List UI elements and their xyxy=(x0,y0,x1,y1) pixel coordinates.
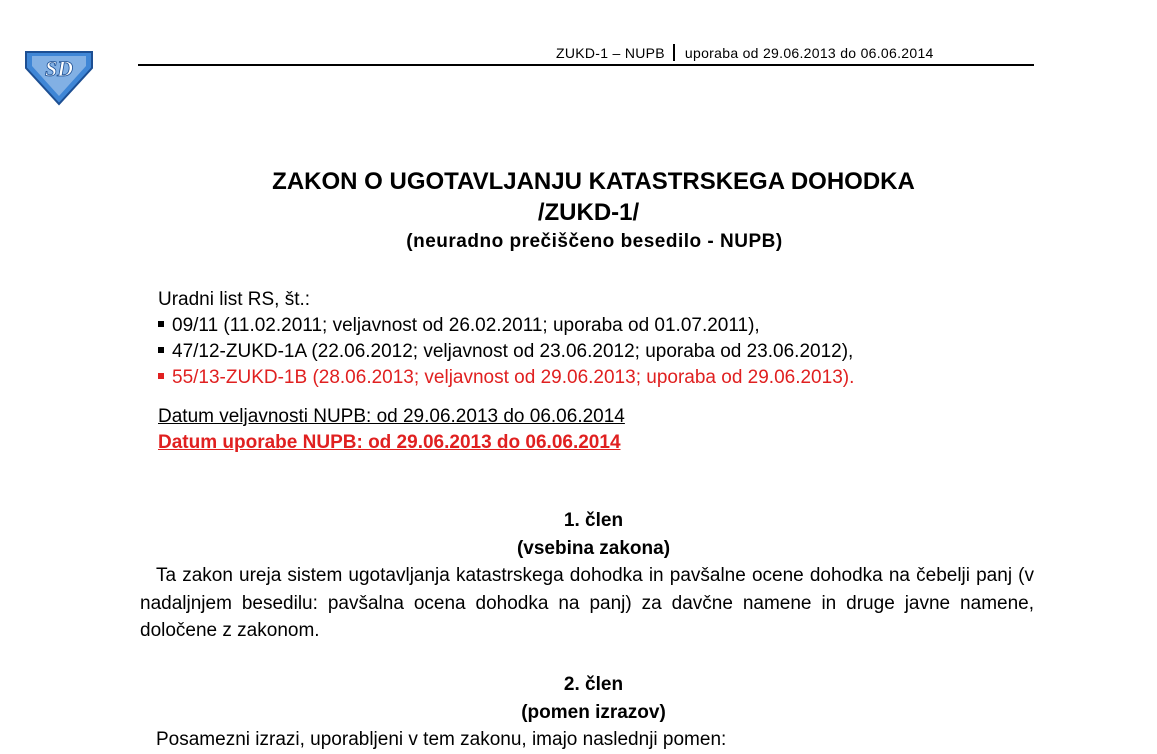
gazette-label: Uradni list RS, št.: xyxy=(158,289,311,310)
article-1-title: (vsebina zakona) xyxy=(516,538,671,559)
svg-text:SD: SD xyxy=(44,56,74,81)
sd-logo xyxy=(22,48,96,106)
bullet-icon xyxy=(158,321,164,327)
header-separator xyxy=(673,44,675,61)
article-1-number: 1. člen xyxy=(563,510,624,531)
bullet-icon xyxy=(158,373,164,379)
running-header xyxy=(556,44,934,61)
gazette-item-latest: 55/13-ZUKD-1B (28.06.2013; veljavnost od 29.06.2013; uporaba od 29.06.2013). xyxy=(158,365,854,391)
validity-date: Datum veljavnosti NUPB: od 29.06.2013 do 06.06.2014 xyxy=(158,406,625,427)
article-2-text: Posamezni izrazi, uporabljeni v tem zakonu, imajo naslednji pomen: xyxy=(156,729,727,750)
official-gazette-block xyxy=(158,287,854,391)
header-usage-period: uporaba od 29.06.2013 do 06.06.2014 xyxy=(684,45,934,61)
article-1-text: Ta zakon ureja sistem ugotavljanja katastrskega dohodka in pavšalne ocene dohodka na čebelji panj (v nadaljnjem besedilu: pavšalna ocena dohodka na panj) za davčne namene in druge javne namene, določene z zakonom. xyxy=(140,565,1034,641)
gazette-item: 47/12-ZUKD-1A (22.06.2012; veljavnost od 23.06.2012; uporaba od 23.06.2012), xyxy=(158,339,854,365)
header-rule xyxy=(138,64,1034,66)
law-subtitle: (neuradno prečiščeno besedilo - NUPB) xyxy=(406,231,783,252)
article-2-title: (pomen izrazov) xyxy=(521,702,666,723)
header-doc-code: ZUKD-1 – NUPB xyxy=(556,45,665,61)
usage-date: Datum uporabe NUPB: od 29.06.2013 do 06.06.2014 xyxy=(158,432,621,453)
bullet-icon xyxy=(158,347,164,353)
law-abbreviation: /ZUKD-1/ xyxy=(537,199,640,226)
article-2-number: 2. člen xyxy=(563,674,624,695)
nupb-dates xyxy=(158,404,625,456)
law-title: ZAKON O UGOTAVLJANJU KATASTRSKEGA DOHODKA xyxy=(272,168,915,195)
gazette-item: 09/11 (11.02.2011; veljavnost od 26.02.2011; uporaba od 01.07.2011), xyxy=(158,313,854,339)
gazette-list xyxy=(158,313,854,391)
